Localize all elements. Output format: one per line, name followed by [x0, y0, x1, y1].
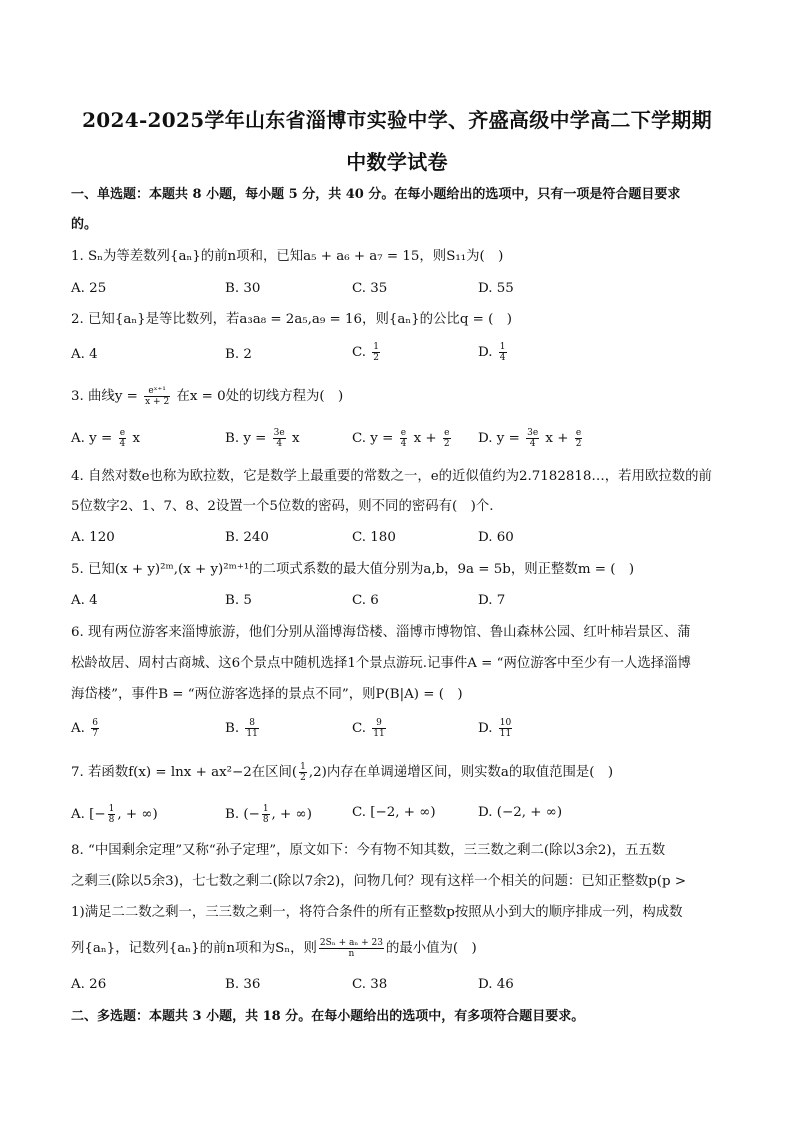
- q7-b-pre: B. (−: [225, 807, 260, 822]
- q3-d-num2: e: [575, 428, 582, 438]
- q6-b-den: 11: [246, 729, 258, 739]
- q3-d-den2: 2: [575, 439, 582, 449]
- q3-option-d: [478, 428, 584, 449]
- q8-fraction: [319, 938, 384, 959]
- q7-b-num: 1: [262, 804, 269, 814]
- exam-title-line-2: 中数学试卷: [346, 150, 448, 174]
- q3-d-num: 3e: [527, 428, 539, 438]
- q7-option-b: [225, 804, 312, 825]
- q7-stem-pre: 7. 若函数f(x) = lnx + ax²−2在区间(: [71, 765, 298, 780]
- q6-a-label: A.: [71, 721, 85, 736]
- q7-interval-fraction: [299, 762, 307, 783]
- section-1-instructions-cont: 的。: [71, 217, 98, 232]
- q3-c-fraction-1: [400, 428, 408, 449]
- question-8-line-2: 之剩三(除以5余3)，七七数之剩二(除以7余2)，问物几何？现有这样一个相关的问题：已知正整数p(p >: [71, 874, 687, 889]
- q1-option-a: A. 25: [71, 281, 107, 296]
- q3-c-num2: e: [444, 428, 450, 438]
- q2-c-denominator: 2: [373, 353, 380, 363]
- q3-a-fraction: [119, 428, 127, 449]
- q8-option-c: C. 38: [352, 977, 388, 992]
- q8-line4-post: 的最小值为( ): [385, 941, 477, 956]
- q1-option-c: C. 35: [352, 281, 388, 296]
- question-3-stem: [71, 386, 343, 407]
- q3-option-c: [352, 428, 453, 449]
- q1-option-b: B. 30: [225, 281, 261, 296]
- q6-d-den: 11: [499, 729, 512, 739]
- q6-b-num: 8: [245, 718, 258, 729]
- q4-option-d: D. 60: [478, 530, 514, 545]
- q6-a-fraction: [91, 718, 99, 739]
- q7-option-d: D. (−2, + ∞): [478, 805, 563, 820]
- q3-d-pre: D. y =: [478, 431, 520, 446]
- q8-option-a: A. 26: [71, 977, 107, 992]
- q7-a-pre: A. [−: [71, 807, 106, 822]
- q8-option-d: D. 46: [478, 977, 514, 992]
- q3-d-fraction-2: [575, 428, 583, 449]
- q2-d-numerator: 1: [499, 342, 506, 352]
- q6-c-label: C.: [352, 721, 367, 736]
- q6-c-num: 9: [372, 718, 385, 729]
- q7-interval-den: 2: [300, 773, 306, 783]
- question-6-line-2: 松龄故居、周村古商城、这6个景点中随机选择1个景点游玩.记事件A = “两位游客中至少有一人选择淄博: [71, 656, 691, 671]
- q7-b-den: 8: [262, 815, 269, 825]
- q7-a-den: 8: [108, 815, 115, 825]
- q6-option-d: [478, 718, 514, 739]
- section-1-instructions: 一、单选题：本题共 8 小题，每小题 5 分，共 40 分。在每小题给出的选项中，只有一项是符合题目要求: [71, 187, 681, 202]
- q2-option-a: A. 4: [71, 347, 98, 362]
- q3-numerator: eˣ⁺¹: [144, 386, 170, 397]
- q6-c-den: 11: [373, 729, 385, 739]
- q7-interval-num: 1: [300, 762, 306, 772]
- q3-a-num: e: [119, 428, 126, 438]
- question-4-line-1: 4. 自然对数e也称为欧拉数，它是数学上最重要的常数之一，e的近似值约为2.7182818…，若用欧拉数的前: [71, 469, 712, 484]
- q2-d-denominator: 4: [499, 353, 506, 363]
- q2-option-c-label: C.: [352, 345, 367, 360]
- q2-option-c-fraction: [372, 342, 380, 363]
- q3-c-den2: 2: [443, 439, 450, 449]
- q7-a-post: , + ∞): [117, 807, 158, 822]
- q6-d-fraction: [499, 718, 512, 739]
- q8-denominator: n: [348, 949, 355, 959]
- q7-b-post: , + ∞): [271, 807, 312, 822]
- q3-denominator: x + 2: [145, 397, 170, 407]
- q2-c-numerator: 1: [373, 342, 380, 352]
- q6-c-fraction: [372, 718, 385, 739]
- question-4-line-2: 5位数字2、1、7、8、2设置一个5位数的密码，则不同的密码有( )个.: [71, 499, 494, 514]
- q3-d-fraction-1: [526, 428, 539, 449]
- q3-c-num: e: [400, 428, 407, 438]
- question-6-line-3: 海岱楼”，事件B = “两位游客选择的景点不同”，则P(B|A) = ( ): [71, 687, 463, 702]
- q8-numerator: 2Sₙ + aₙ + 23: [319, 938, 383, 948]
- q3-b-pre: B. y =: [225, 431, 267, 446]
- q3-d-mid: x +: [545, 431, 569, 446]
- question-5-stem: 5. 已知(x + y)²ᵐ,(x + y)²ᵐ⁺¹的二项式系数的最大值分别为a,b，9a = 5b，则正整数m = ( ): [71, 562, 635, 577]
- q8-line4-pre: 列{aₙ}，记数列{aₙ}的前n项和为Sₙ，则: [71, 941, 317, 956]
- q5-option-a: A. 4: [71, 593, 98, 608]
- question-1-stem: 1. Sₙ为等差数列{aₙ}的前n项和，已知a₅ + a₆ + a₇ = 15，则S₁₁为( ): [71, 249, 504, 264]
- question-7-stem: [71, 762, 613, 783]
- q3-fraction: [144, 386, 170, 407]
- question-6-line-1: 6. 现有两位游客来淄博旅游，他们分别从淄博海岱楼、淄博市博物馆、鲁山森林公园、红叶柿岩景区、蒲: [71, 625, 691, 640]
- q3-a-den: 4: [119, 439, 126, 449]
- q3-a-pre: A. y =: [71, 431, 113, 446]
- q2-option-b: B. 2: [225, 347, 252, 362]
- q6-b-label: B.: [225, 721, 240, 736]
- q1-option-d: D. 55: [478, 281, 514, 296]
- q3-b-post: x: [292, 431, 300, 446]
- q7-b-fraction: [262, 804, 270, 825]
- q3-b-den: 4: [276, 439, 283, 449]
- section-2-instructions: 二、多选题：本题共 3 小题，共 18 分。在每小题给出的选项中，有多项符合题目要求。: [71, 1009, 585, 1024]
- q6-b-fraction: [245, 718, 258, 739]
- q6-d-num: 10: [499, 718, 512, 728]
- q7-option-a: [71, 804, 158, 825]
- q6-a-den: 7: [92, 729, 98, 739]
- q3-b-num: 3e: [273, 428, 285, 438]
- q4-option-b: B. 240: [225, 530, 269, 545]
- q3-stem-post: 在x = 0处的切线方程为( ): [176, 389, 344, 404]
- q7-a-num: 1: [108, 804, 115, 814]
- q6-a-num: 6: [92, 718, 98, 728]
- q3-b-fraction: [273, 428, 286, 449]
- q5-option-c: C. 6: [352, 593, 379, 608]
- question-2-stem: 2. 已知{aₙ}是等比数列，若a₃a₈ = 2a₅,a₉ = 16，则{aₙ}的公比q = ( ): [71, 312, 512, 327]
- q3-c-den: 4: [400, 439, 407, 449]
- q5-option-d: D. 7: [478, 593, 506, 608]
- q3-c-pre: C. y =: [352, 431, 394, 446]
- q3-stem-pre: 3. 曲线y =: [71, 389, 138, 404]
- q5-option-b: B. 5: [225, 593, 252, 608]
- q7-option-c: C. [−2, + ∞): [352, 805, 436, 820]
- q7-a-fraction: [108, 804, 116, 825]
- q6-option-b: [225, 718, 261, 739]
- q6-option-a: [71, 718, 101, 739]
- q2-option-c: [352, 342, 382, 363]
- q3-option-a: [71, 428, 140, 449]
- q4-option-a: A. 120: [71, 530, 115, 545]
- question-8-line-3: 1)满足二二数之剩一，三三数之剩一，将符合条件的所有正整数p按照从小到大的顺序排成一列，构成数: [71, 905, 683, 920]
- question-8-line-1: 8. “中国剩余定理”又称“孙子定理”，原文如下：今有物不知其数，三三数之剩二(除以3余2)，五五数: [71, 843, 666, 858]
- q2-option-d: [478, 342, 509, 363]
- q7-stem-post: ,2)内存在单调递增区间，则实数a的取值范围是( ): [308, 765, 614, 780]
- q3-option-b: [225, 428, 300, 449]
- q3-d-den: 4: [529, 439, 536, 449]
- q6-d-label: D.: [478, 721, 493, 736]
- q2-option-d-fraction: [499, 342, 507, 363]
- question-8-line-4: [71, 938, 477, 959]
- q6-option-c: [352, 718, 388, 739]
- q2-option-d-label: D.: [478, 345, 493, 360]
- q3-c-mid: x +: [413, 431, 437, 446]
- q3-c-fraction-2: [443, 428, 451, 449]
- q3-a-post: x: [132, 431, 141, 446]
- exam-title-line-1: 2024-2025学年山东省淄博市实验中学、齐盛高级中学高二下学期期: [82, 108, 712, 132]
- q8-option-b: B. 36: [225, 977, 261, 992]
- q4-option-c: C. 180: [352, 530, 396, 545]
